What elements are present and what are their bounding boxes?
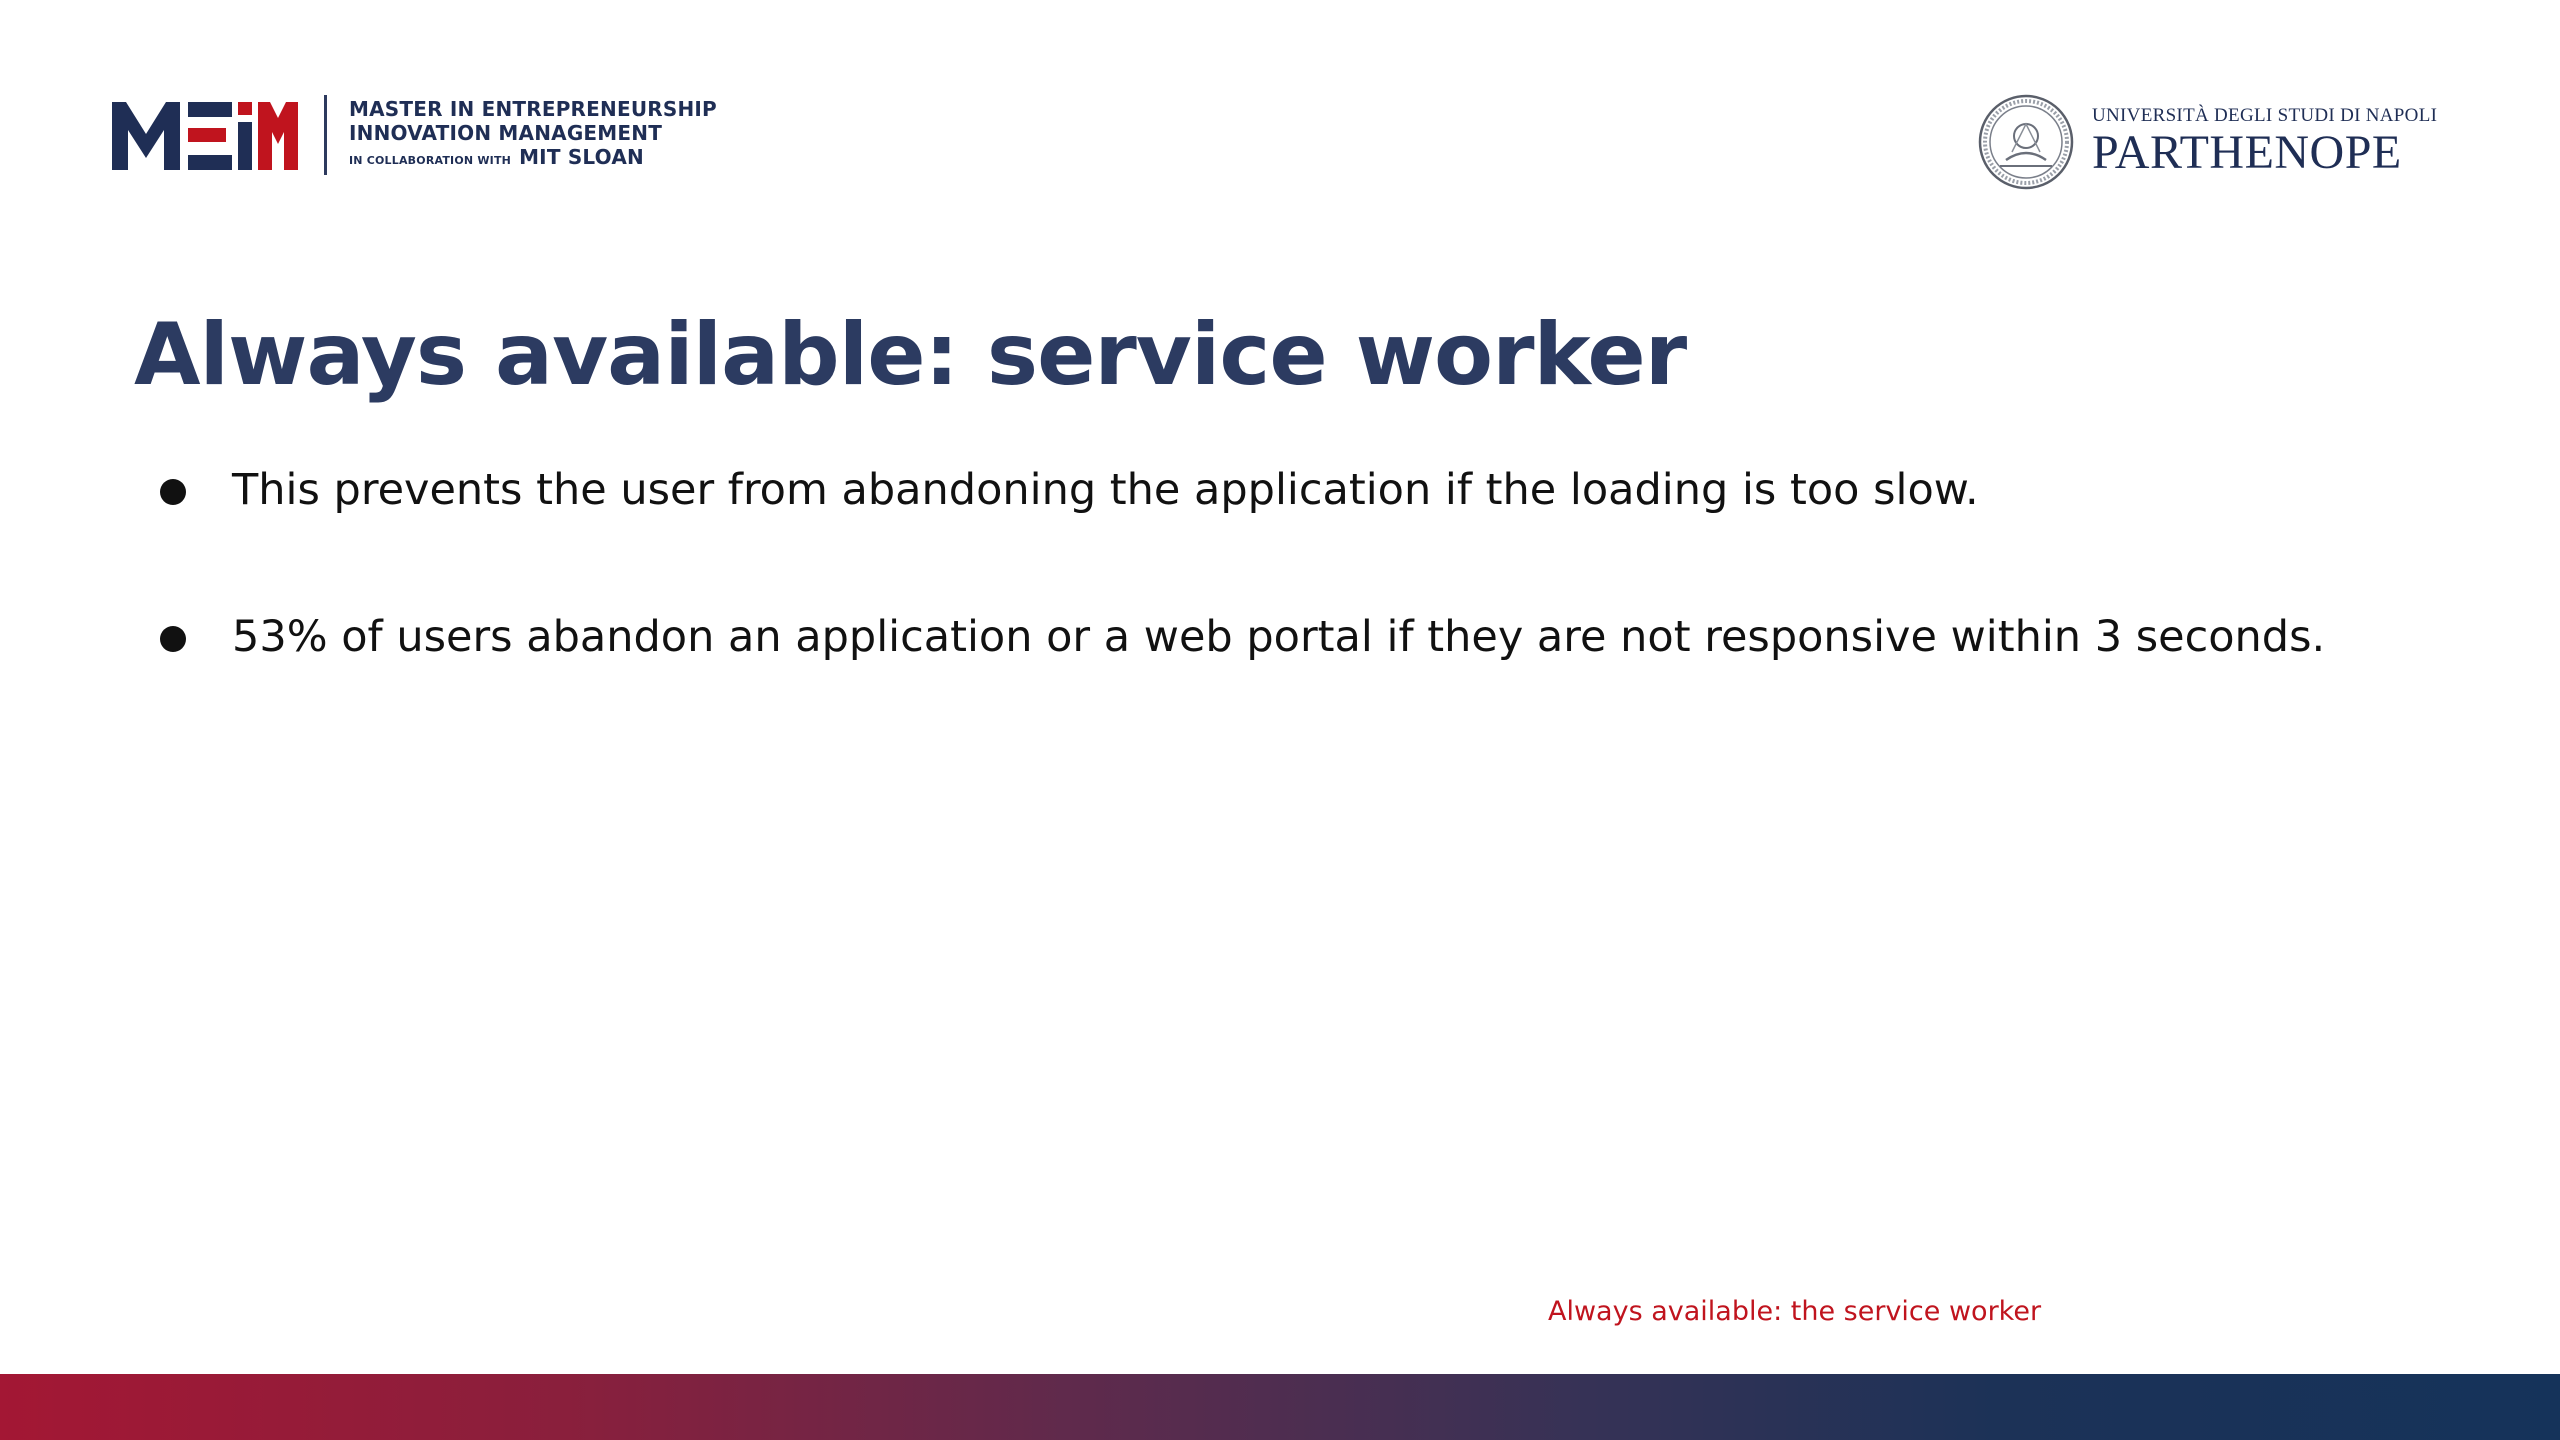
meim-logo-collab-prefix: IN COLLABORATION WITH — [349, 154, 512, 167]
bullet-text: 53% of users abandon an application or a web portal if they are not responsive within 3 seconds. — [232, 612, 2326, 662]
meim-logo-line-3 — [349, 145, 717, 173]
footer-gradient-bar — [0, 1374, 2560, 1440]
meim-logo-text — [349, 97, 717, 173]
university-logo — [1978, 94, 2437, 190]
meim-logo-collab-partner: MIT SLOAN — [519, 145, 644, 169]
bullet-text: This prevents the user from abandoning the application if the loading is too slow. — [232, 465, 1979, 515]
footer-label: Always available: the service worker — [1548, 1296, 2042, 1327]
bullet-list — [160, 460, 2460, 754]
meim-logo-divider — [324, 95, 327, 175]
university-seal-icon — [1978, 94, 2074, 190]
bullet-dot-icon — [160, 626, 186, 652]
meim-logo-line-1: MASTER IN ENTREPRENEURSHIP — [349, 97, 717, 121]
bullet-dot-icon — [160, 479, 186, 505]
meim-logo-mark-icon — [112, 100, 298, 170]
university-logo-line-1: UNIVERSITÀ DEGLI STUDI DI NAPOLI — [2092, 105, 2438, 126]
meim-logo — [112, 92, 717, 178]
meim-logo-line-2: INNOVATION MANAGEMENT — [349, 121, 663, 145]
bullet-item — [160, 460, 2460, 520]
university-logo-text — [2092, 105, 2437, 179]
bullet-item — [160, 607, 2460, 667]
university-logo-line-2: PARTHENOPE — [2092, 126, 2402, 179]
slide-title: Always available: service worker — [134, 305, 1687, 405]
